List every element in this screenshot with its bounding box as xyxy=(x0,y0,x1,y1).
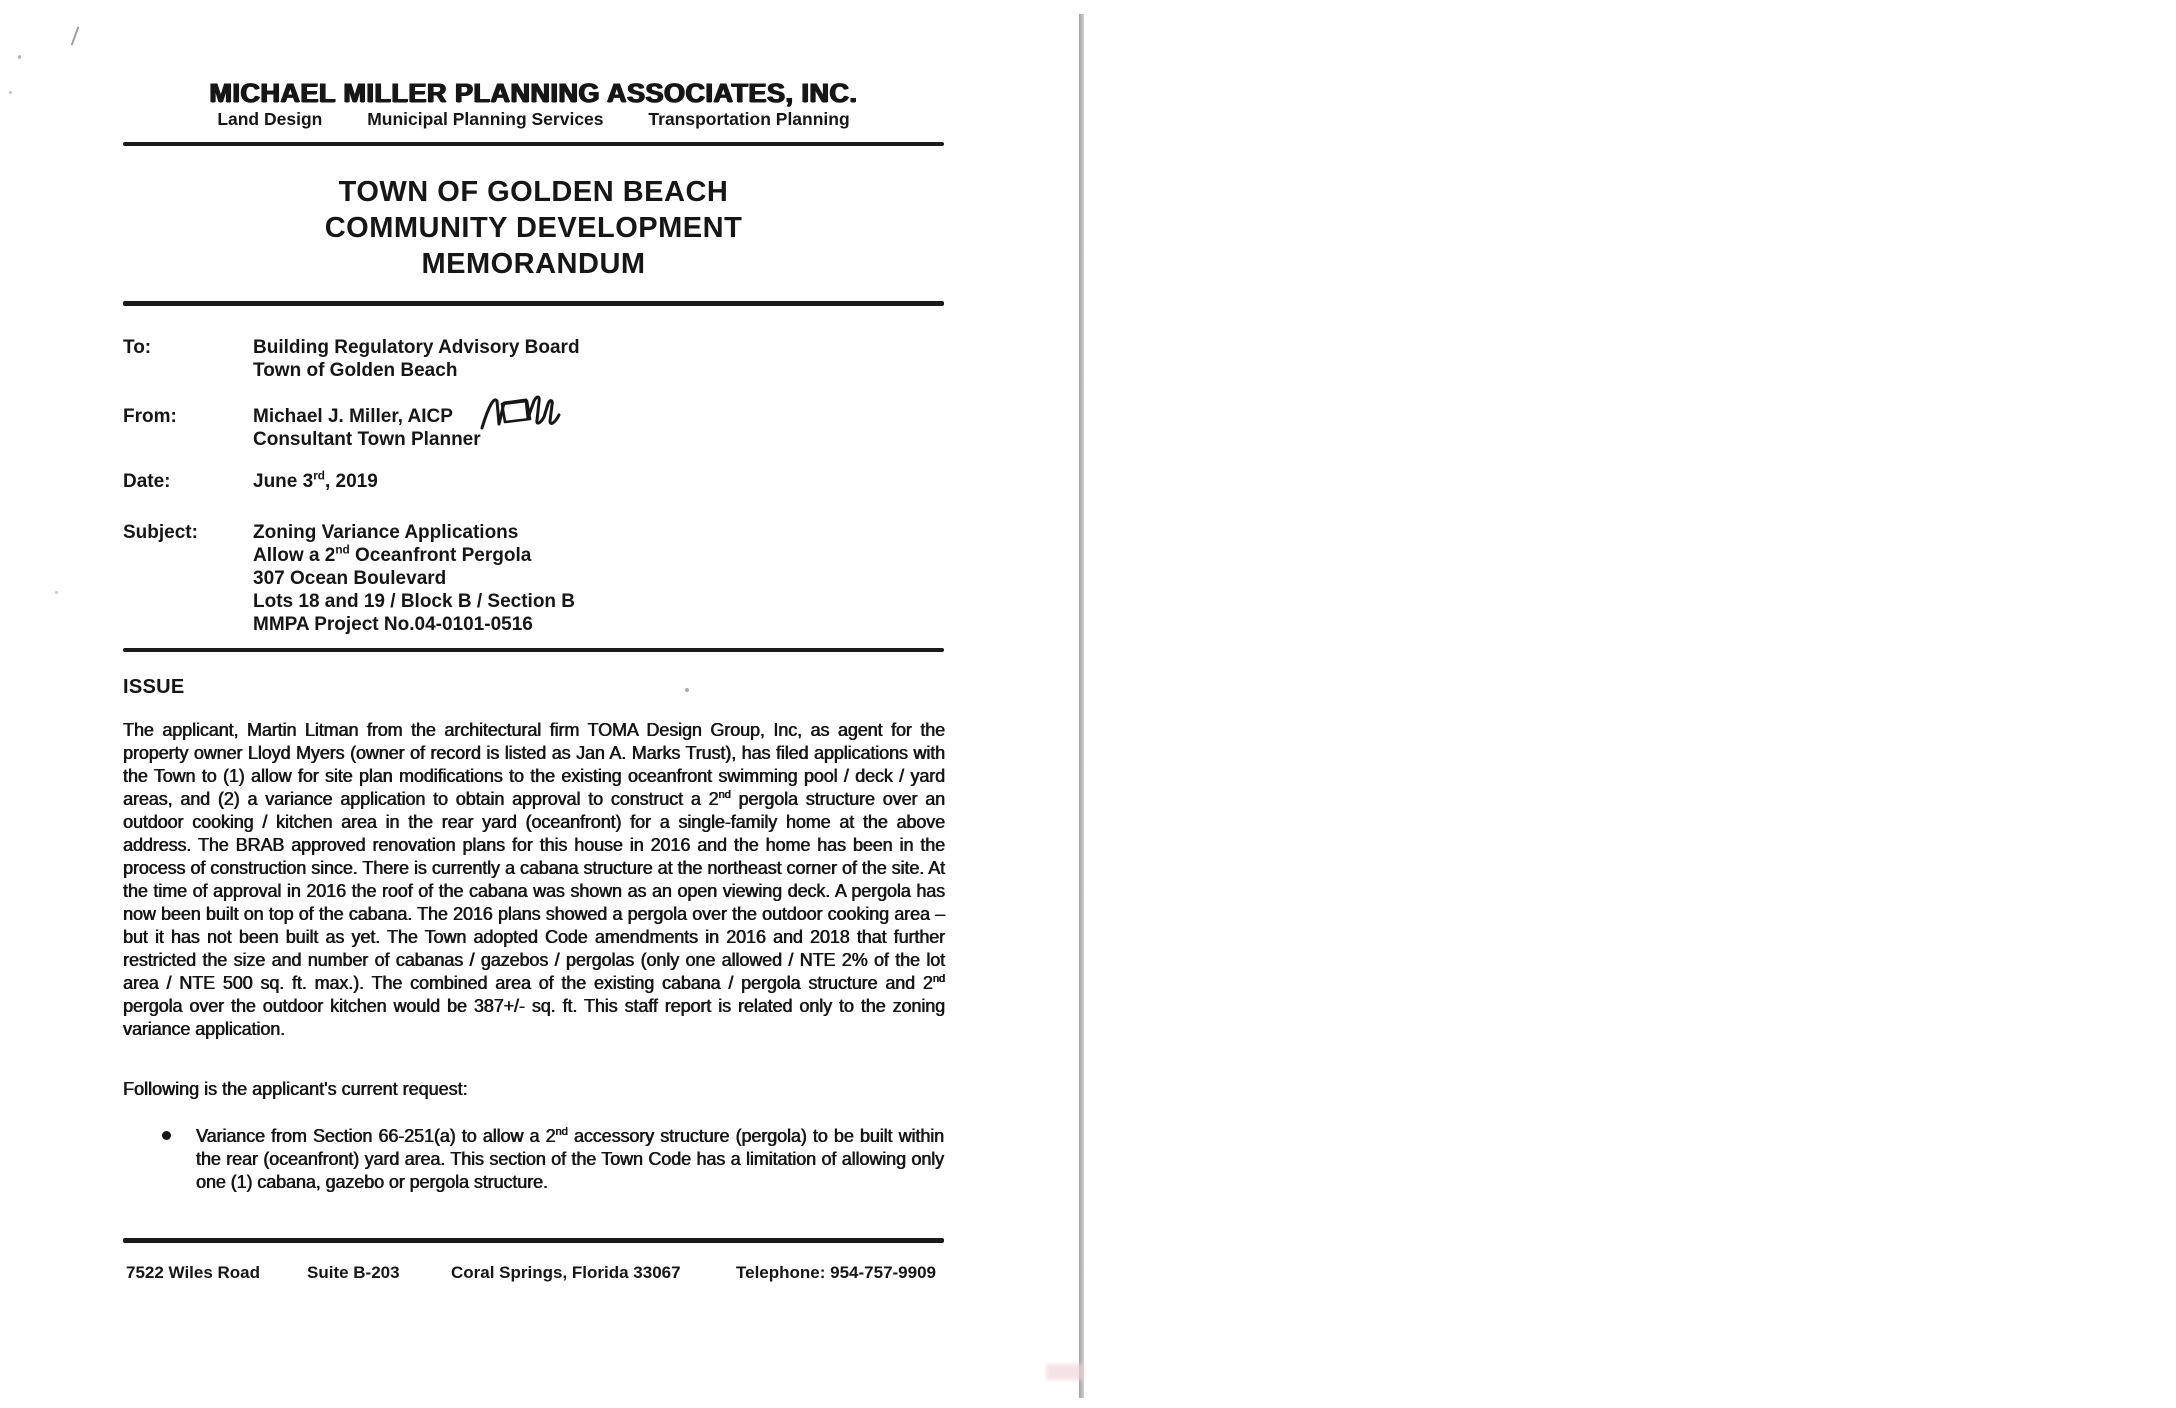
memo-title xyxy=(123,174,944,282)
scan-speck xyxy=(9,91,12,94)
letterhead-company-name: MICHAEL MILLER PLANNING ASSOCIATES, INC. xyxy=(209,78,858,108)
signature-scribble xyxy=(478,390,580,436)
date-value: June 3rd, 2019 xyxy=(253,469,378,492)
memo-title-line-1: TOWN OF GOLDEN BEACH xyxy=(338,176,729,208)
memo-date-row xyxy=(123,470,823,493)
from-line-2: Consultant Town Planner xyxy=(253,429,481,450)
rule-under-title xyxy=(123,301,944,306)
subject-line-1: Zoning Variance Applications xyxy=(253,522,519,543)
subject-line-2: Allow a 2nd Oceanfront Pergola xyxy=(253,543,532,566)
memo-to-row xyxy=(123,336,823,382)
letterhead-services-line xyxy=(123,109,944,130)
subject-line-4: Lots 18 and 19 / Block B / Section B xyxy=(253,591,576,612)
memo-title-line-3: MEMORANDUM xyxy=(421,248,646,280)
from-line-1: Michael J. Miller, AICP xyxy=(253,406,453,427)
subject-line-3: 307 Ocean Boulevard xyxy=(253,568,447,589)
memo-title-line-2: COMMUNITY DEVELOPMENT xyxy=(324,212,743,244)
footer-suite: Suite B-203 xyxy=(307,1263,400,1282)
letterhead-service-municipal-planning: Municipal Planning Services xyxy=(367,109,604,129)
subject-line-5: MMPA Project No.04-0101-0516 xyxy=(253,614,533,635)
scan-speck xyxy=(55,591,58,594)
memo-subject-values xyxy=(253,521,953,636)
letterhead-service-land-design: Land Design xyxy=(217,109,323,129)
issue-paragraph: The applicant, Martin Litman from the architectural firm TOMA Design Group, Inc, as agent for the property owner Lloyd Myers (owner of record is listed as Jan A. Marks Trust), has filed applications with the Town to (1) allow for site plan modifications to the existing oceanfront swimming pool / deck / yard areas, and (2) a variance application to obtain approval to construct a 2nd pergola structure over an outdoor cooking / kitchen area in the rear yard (oceanfront) for a single-family home at the above address. The BRAB approved renovation plans for this house in 2016 and the home has been in the process of construction since. There is currently a cabana structure at the northeast corner of the site. At the time of approval in 2016 the roof of the cabana was shown as an open viewing deck. A pergola has now been built on top of the cabana. The 2016 plans showed a pergola over the outdoor cooking area – but it has not been built as yet. The Town adopted Code amendments in 2016 and 2018 that further restricted the size and number of cabanas / gazebos / pergolas (only one allowed / NTE 2% of the lot area / NTE 500 sq. ft. max.). The combined area of the existing cabana / pergola structure and 2nd pergola over the outdoor kitchen would be 387+/- sq. ft. This staff report is related only to the zoning variance application. xyxy=(123,720,946,1039)
bullet-icon xyxy=(162,1131,171,1140)
subject-label: Subject: xyxy=(123,522,198,543)
date-label: Date: xyxy=(123,471,171,492)
scan-smudge xyxy=(1046,1364,1084,1380)
rule-under-letterhead xyxy=(123,142,944,146)
letterhead-service-transportation-planning: Transportation Planning xyxy=(648,109,850,129)
scan-pen-mark xyxy=(71,26,80,45)
to-line-2: Town of Golden Beach xyxy=(253,360,458,381)
memo-from-row xyxy=(123,405,823,451)
footer-telephone: Telephone: 954-757-9909 xyxy=(736,1263,936,1282)
to-line-1: Building Regulatory Advisory Board xyxy=(253,337,580,358)
request-intro: Following is the applicant's current request: xyxy=(123,1079,468,1099)
scan-speck xyxy=(18,55,21,59)
footer-city-state-zip: Coral Springs, Florida 33067 xyxy=(451,1263,681,1282)
from-label: From: xyxy=(123,406,177,427)
footer-street-address: 7522 Wiles Road xyxy=(126,1263,261,1282)
scan-speck xyxy=(685,688,689,692)
variance-request-bullet: Variance from Section 66-251(a) to allow a 2nd accessory structure (pergola) to be built within the rear (oceanfront) yard area. This section of the Town Code has a limitation of allowing only one (1) cabana, gazebo or pergola structure. xyxy=(196,1126,944,1192)
rule-above-footer xyxy=(123,1238,944,1243)
to-label: To: xyxy=(123,337,152,358)
scan-divider-line xyxy=(1079,14,1084,1398)
rule-under-subject xyxy=(123,648,944,652)
issue-heading: ISSUE xyxy=(123,676,185,698)
